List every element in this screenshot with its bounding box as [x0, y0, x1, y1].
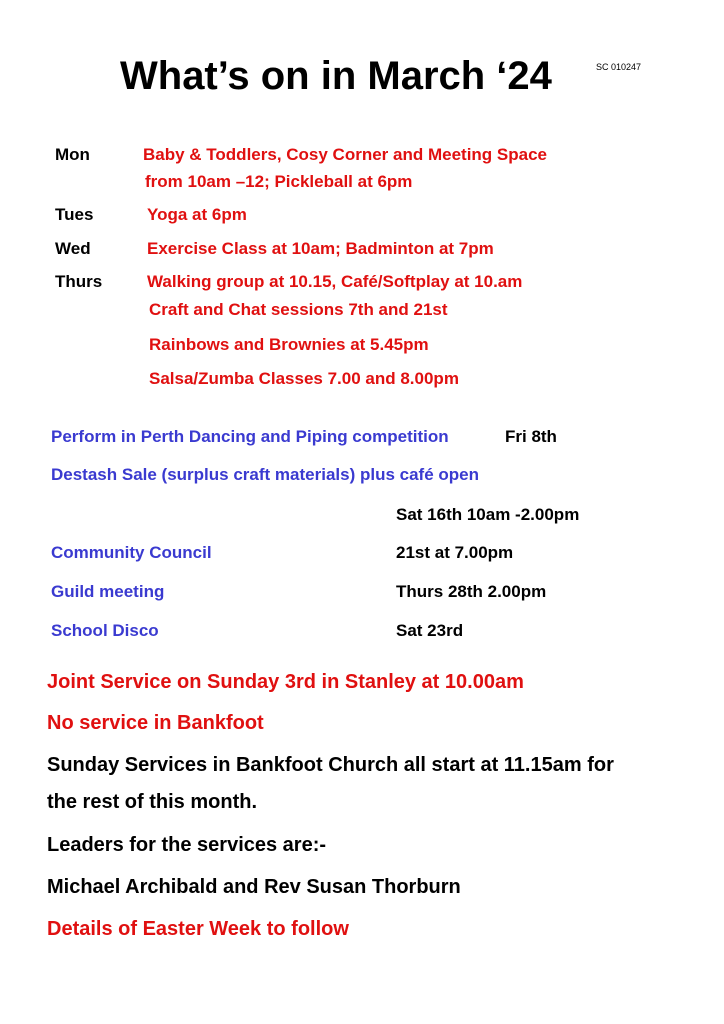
- day-label-wed: Wed: [55, 239, 91, 258]
- joint-service-notice: Joint Service on Sunday 3rd in Stanley at 10.00am: [47, 671, 524, 693]
- day-label-mon: Mon: [55, 145, 90, 164]
- easter-notice: Details of Easter Week to follow: [47, 918, 349, 940]
- event-disco-label: School Disco: [51, 621, 159, 640]
- event-destash-label: Destash Sale (surplus craft materials) plus café open: [51, 465, 479, 484]
- tues-activity: Yoga at 6pm: [147, 205, 247, 224]
- no-service-notice: No service in Bankfoot: [47, 712, 264, 734]
- event-council-date: 21st at 7.00pm: [396, 543, 514, 562]
- sunday-services-line2: the rest of this month.: [47, 791, 257, 813]
- event-guild-label: Guild meeting: [51, 582, 165, 601]
- charity-reference: SC 010247: [596, 62, 642, 72]
- event-disco-date: Sat 23rd: [396, 621, 464, 640]
- event-perform-label: Perform in Perth Dancing and Piping competition: [51, 427, 449, 446]
- event-council-label: Community Council: [51, 543, 212, 562]
- leaders-intro: Leaders for the services are:-: [47, 834, 327, 856]
- day-label-tues: Tues: [55, 205, 94, 224]
- thurs-activity-line2: Craft and Chat sessions 7th and 21st: [149, 300, 448, 319]
- day-label-thurs: Thurs: [55, 272, 103, 291]
- event-perform-date: Fri 8th: [505, 427, 557, 446]
- mon-activity-line2: from 10am –12; Pickleball at 6pm: [145, 172, 413, 191]
- mon-activity-line1: Baby & Toddlers, Cosy Corner and Meeting Space: [143, 145, 547, 164]
- thurs-activity-line1: Walking group at 10.15, Café/Softplay at 10.am: [147, 272, 523, 291]
- event-destash-date: Sat 16th 10am -2.00pm: [396, 505, 580, 524]
- leaders-names: Michael Archibald and Rev Susan Thorburn: [47, 876, 461, 898]
- thurs-activity-line4: Salsa/Zumba Classes 7.00 and 8.00pm: [149, 369, 459, 388]
- thurs-activity-line3: Rainbows and Brownies at 5.45pm: [149, 335, 429, 354]
- page-title: What’s on in March ‘24: [120, 54, 552, 98]
- event-guild-date: Thurs 28th 2.00pm: [396, 582, 547, 601]
- wed-activity: Exercise Class at 10am; Badminton at 7pm: [147, 239, 494, 258]
- sunday-services-line1: Sunday Services in Bankfoot Church all start at 11.15am for: [47, 754, 614, 776]
